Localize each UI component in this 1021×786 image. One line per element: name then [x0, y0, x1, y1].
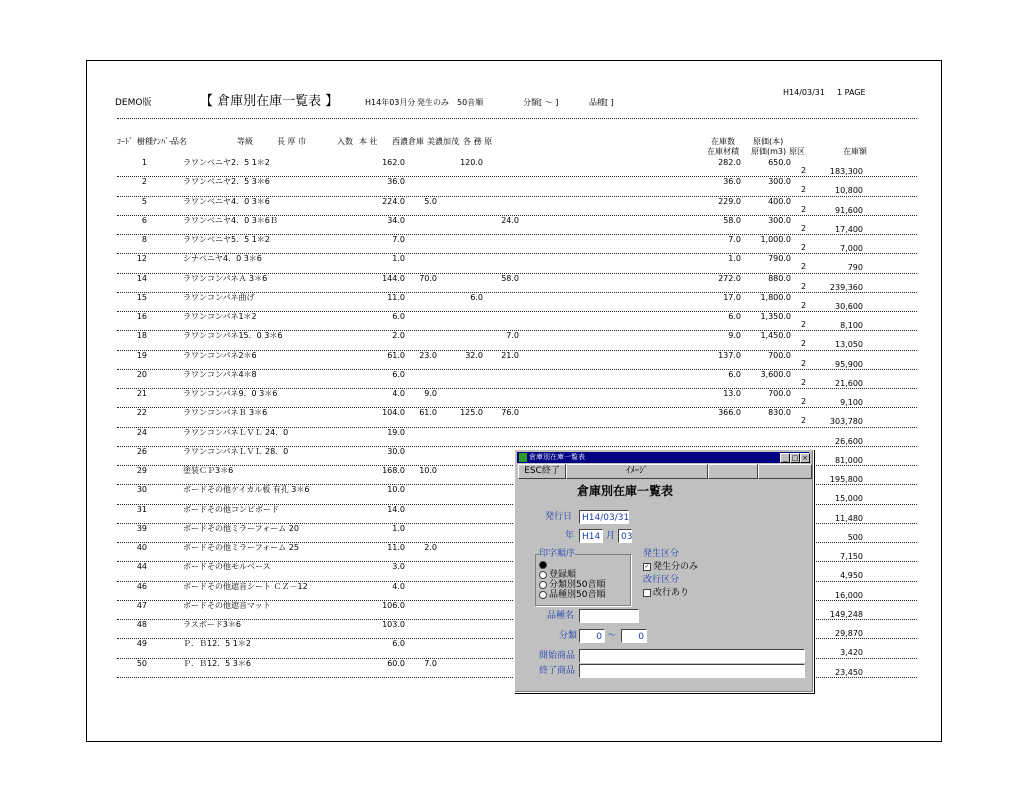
cell-name: ラワンベニヤ4．0 3＊6Ｂ — [183, 215, 278, 225]
col-stock-volume: 在庫材積 — [707, 147, 739, 156]
cell-name: ラワンベニヤ4．0 3＊6 — [183, 196, 270, 206]
cell-price: 830.0 — [768, 408, 791, 418]
cell-code: 8 — [141, 235, 147, 244]
col-grade: 等級 — [237, 137, 253, 146]
cell-name: ラスボード3＊6 — [183, 620, 241, 629]
cell-cls: 2 — [801, 320, 807, 329]
cell-cls: 2 — [801, 281, 807, 291]
cell-code: 30 — [136, 485, 147, 495]
toolbar-blank-button-2[interactable] — [758, 464, 812, 479]
cell-price: 1,350.0 — [760, 312, 791, 321]
cell-code: 15 — [136, 292, 147, 302]
col-stock-amount: 在庫額 — [843, 147, 867, 156]
cell-amount: 4,950 — [840, 571, 863, 581]
cell-code: 47 — [136, 600, 147, 610]
month-field[interactable]: 03 — [618, 529, 632, 543]
col-cost-class: 原区 — [789, 147, 805, 156]
cell-honsha: 144.0 — [382, 273, 405, 283]
cell-cls: 2 — [801, 339, 807, 349]
toolbar-blank-button[interactable] — [708, 464, 758, 479]
cell-price: 1,800.0 — [760, 292, 791, 302]
cell-amount: 29,870 — [835, 629, 863, 638]
cell-nishi: 61.0 — [419, 408, 437, 418]
cell-nishi: 2.0 — [424, 543, 437, 552]
cell-name: ラワンコンパネＬＶＬ 24．0 — [183, 427, 289, 437]
cell-stock: 1.0 — [728, 254, 741, 264]
class-range-sep: ～ — [607, 631, 617, 641]
cell-amount: 195,800 — [829, 475, 863, 484]
col-kind-no: 樹種ﾅﾝﾊﾞｰ — [137, 137, 173, 146]
cell-amount: 21,600 — [835, 378, 863, 388]
cell-honsha: 30.0 — [387, 446, 405, 456]
cell-price: 3,600.0 — [760, 369, 791, 379]
header-divider — [117, 118, 917, 119]
cell-name: ラワンコンパネ1＊2 — [183, 312, 257, 321]
cell-name: ボードその他ミラーフォーム 20 — [183, 523, 299, 533]
col-warehouse-biwa: 美濃加茂 — [427, 137, 459, 146]
cell-stock: 7.0 — [728, 235, 741, 244]
print-order-label: 印字順序 — [539, 549, 576, 559]
cell-name: ラワンコンパネ曲げ — [183, 292, 255, 302]
order-option-2-label: 登録順 — [549, 570, 577, 580]
end-product-field[interactable] — [579, 664, 805, 678]
cell-nishi: 9.0 — [424, 389, 437, 398]
cell-stock: 58.0 — [723, 215, 741, 225]
period-label: H14年03月分 — [365, 98, 416, 107]
cell-name: ラワンコンパネ15．0 3＊6 — [183, 331, 283, 341]
page-break-option-label: 改行あり — [653, 588, 690, 598]
cell-name: ラワンベニヤ2．5 3＊6 — [183, 177, 270, 187]
cell-amount: 239,360 — [829, 282, 863, 292]
cell-name: ボードその他コンビボード — [183, 504, 279, 514]
cell-name: ボードその他遮音シート ＣＺ－12 — [183, 581, 308, 591]
radio-icon — [539, 581, 547, 589]
page-number: 1 PAGE — [837, 88, 866, 97]
cell-name: ラワンベニヤ5．5 1＊2 — [183, 235, 270, 244]
cell-honsha: 6.0 — [392, 312, 405, 321]
cell-honsha: 103.0 — [382, 620, 405, 629]
col-code: ｺｰﾄﾞ — [117, 137, 133, 146]
cell-honsha: 36.0 — [387, 177, 405, 187]
preview-button[interactable]: ｲﾒｰｼﾞ — [566, 464, 708, 479]
cell-name: ボードその他ケイカル板 有孔 3＊6 — [183, 485, 310, 495]
cell-amount: 23,450 — [835, 667, 863, 677]
cell-name: Ｐ．Ｂ12．5 3＊6 — [183, 658, 251, 668]
report-title: 【 倉庫別在庫一覧表 】 — [200, 94, 339, 109]
cell-code: 40 — [136, 543, 147, 552]
cell-amount: 15,000 — [835, 494, 863, 504]
cell-cls: 2 — [801, 243, 807, 252]
radio-icon — [539, 591, 547, 599]
cell-code: 26 — [136, 446, 147, 456]
cell-price: 300.0 — [768, 177, 791, 187]
kind-name-field[interactable] — [579, 609, 639, 623]
cell-stock: 9.0 — [728, 331, 741, 341]
cell-amount: 790 — [847, 263, 863, 273]
cell-honsha: 6.0 — [392, 369, 405, 379]
cell-nishi: 10.0 — [419, 466, 437, 475]
cell-stock: 36.0 — [723, 177, 741, 187]
order-option-4[interactable] — [539, 590, 605, 601]
cell-honsha: 4.0 — [392, 581, 405, 591]
col-cost-piece: 原価(本) — [753, 137, 784, 146]
cell-code: 22 — [136, 408, 147, 418]
cell-code: 5 — [141, 196, 147, 206]
order-option-4-label: 品種別50音順 — [549, 590, 606, 600]
cell-biwa: 125.0 — [460, 408, 483, 418]
cell-cls: 2 — [801, 185, 807, 195]
cell-code: 24 — [136, 427, 147, 437]
cell-price: 700.0 — [768, 350, 791, 360]
cell-amount: 7,000 — [840, 244, 863, 253]
col-qty-in: 入数 — [337, 137, 353, 146]
edition-label: DEMO版 — [115, 98, 152, 108]
dialog-title: 倉庫別在庫一覧表 — [529, 453, 585, 461]
cell-name: ラワンコンパネ4＊8 — [183, 369, 257, 379]
exit-button[interactable]: ESC終了 — [518, 464, 566, 479]
cell-amount: 183,300 — [829, 167, 863, 176]
cell-code: 39 — [136, 523, 147, 533]
sort-label: 50音順 — [457, 98, 484, 107]
col-name: 品名 — [171, 137, 187, 146]
col-dims: 長 厚 巾 — [277, 137, 307, 146]
cell-kaku: 7.0 — [506, 331, 519, 341]
class-from-field[interactable]: 0 — [579, 629, 605, 643]
year-field[interactable]: H14 — [579, 529, 603, 543]
cell-cls: 2 — [801, 204, 807, 214]
category-range: 分類[ ～ ] — [523, 98, 559, 107]
col-warehouse-nishi: 西濃倉庫 — [392, 137, 424, 146]
app-icon — [519, 453, 527, 462]
cell-price: 300.0 — [768, 215, 791, 225]
cell-code: 48 — [136, 620, 147, 629]
cell-amount: 9,100 — [840, 398, 863, 407]
minimize-icon[interactable]: _ — [780, 453, 790, 463]
cell-cls: 2 — [801, 377, 807, 387]
cell-code: 2 — [141, 177, 147, 187]
cell-code: 44 — [136, 562, 147, 572]
cell-stock: 229.0 — [718, 196, 741, 206]
close-icon[interactable]: × — [800, 453, 810, 463]
cell-name: ボードその他ミラーフォーム 25 — [183, 543, 299, 552]
cell-code: 21 — [136, 389, 147, 398]
cell-price: 880.0 — [768, 273, 791, 283]
cell-nishi: 23.0 — [419, 350, 437, 360]
cell-name: ボードその他モルベース — [183, 562, 271, 572]
cell-amount: 10,800 — [835, 186, 863, 196]
cell-kaku: 76.0 — [501, 408, 519, 418]
cell-price: 1,450.0 — [760, 331, 791, 341]
cell-honsha: 224.0 — [382, 196, 405, 206]
dialog-titlebar[interactable] — [517, 452, 809, 463]
cell-price: 700.0 — [768, 389, 791, 398]
cell-honsha: 11.0 — [387, 543, 405, 552]
cell-honsha: 7.0 — [392, 235, 405, 244]
cell-cls: 2 — [801, 262, 807, 272]
cell-name: 塗装ＣＰ3＊6 — [183, 466, 234, 475]
cell-stock: 6.0 — [728, 312, 741, 321]
cell-stock: 6.0 — [728, 369, 741, 379]
cell-amount: 149,248 — [829, 609, 863, 619]
class-label: 分類 — [559, 631, 578, 641]
cell-code: 46 — [136, 581, 147, 591]
start-product-field[interactable] — [579, 649, 805, 663]
cell-amount: 26,600 — [835, 436, 863, 446]
cell-honsha: 4.0 — [392, 389, 405, 398]
cell-amount: 95,900 — [835, 359, 863, 369]
cell-amount: 30,600 — [835, 301, 863, 311]
radio-checked-icon — [539, 561, 547, 569]
checkbox-icon — [643, 589, 651, 597]
col-warehouse-main: 本 社 — [359, 137, 378, 146]
cell-amount: 500 — [847, 532, 863, 542]
issue-date-label: 発行日 — [545, 512, 573, 522]
start-product-label: 開始商品 — [539, 651, 576, 661]
cell-honsha: 11.0 — [387, 292, 405, 302]
cell-amount: 16,000 — [835, 590, 863, 600]
cell-name: ボードその他遮音マット — [183, 600, 271, 610]
cell-name: ラワンベニヤ2．5 1＊2 — [183, 158, 270, 167]
cell-stock: 13.0 — [723, 389, 741, 398]
cell-honsha: 10.0 — [387, 485, 405, 495]
cell-kaku: 21.0 — [501, 350, 519, 360]
cell-honsha: 162.0 — [382, 158, 405, 167]
cell-honsha: 1.0 — [392, 254, 405, 264]
col-cost-m3: 原価(m3) — [751, 147, 787, 156]
print-dialog — [514, 449, 814, 693]
cell-amount: 3,420 — [840, 648, 863, 658]
month-label: 月 — [606, 531, 616, 541]
cell-amount: 7,150 — [840, 552, 863, 561]
cell-biwa: 6.0 — [470, 292, 483, 302]
cell-code: 31 — [136, 504, 147, 514]
cell-amount: 303,780 — [829, 417, 863, 427]
class-to-field[interactable]: 0 — [621, 629, 647, 643]
radio-icon — [539, 571, 547, 579]
cell-cls: 2 — [801, 223, 807, 233]
maximize-icon[interactable]: □ — [791, 454, 799, 462]
report-date: H14/03/31 — [783, 88, 825, 97]
page-break-checkbox[interactable] — [643, 588, 689, 599]
dialog-heading: 倉庫別在庫一覧表 — [577, 484, 674, 498]
cell-stock: 137.0 — [718, 350, 741, 360]
cell-code: 19 — [136, 350, 147, 360]
cell-honsha: 106.0 — [382, 600, 405, 610]
cell-code: 12 — [136, 254, 147, 264]
cell-code: 1 — [141, 158, 147, 167]
item-range: 品種[ ] — [589, 98, 614, 107]
cell-amount: 91,600 — [835, 205, 863, 215]
occurrence-option-label: 発生分のみ — [653, 562, 699, 572]
cell-honsha: 34.0 — [387, 215, 405, 225]
cell-stock: 17.0 — [723, 292, 741, 302]
cell-cls: 2 — [801, 166, 807, 175]
filter-label: 発生のみ — [417, 98, 449, 107]
cell-amount: 81,000 — [835, 455, 863, 465]
cell-name: ラワンコンパネ9．0 3＊6 — [183, 389, 278, 398]
cell-kaku: 58.0 — [501, 273, 519, 283]
cell-price: 400.0 — [768, 196, 791, 206]
kind-name-label: 品種名 — [547, 611, 575, 621]
cell-name: ラワンコンパネＡ 3＊6 — [183, 273, 268, 283]
cell-amount: 17,400 — [835, 224, 863, 234]
cell-name: ラワンコンパネＢ 3＊6 — [183, 408, 268, 418]
cell-honsha: 19.0 — [387, 427, 405, 437]
cell-biwa: 120.0 — [460, 158, 483, 167]
cell-code: 50 — [136, 658, 147, 668]
cell-honsha: 1.0 — [392, 523, 405, 533]
cell-price: 790.0 — [768, 254, 791, 264]
cell-cls: 2 — [801, 416, 807, 426]
cell-amount: 13,050 — [835, 340, 863, 350]
occurrence-checkbox[interactable] — [643, 562, 698, 573]
cell-price: 650.0 — [768, 158, 791, 167]
cell-code: 6 — [141, 215, 147, 225]
cell-name: Ｐ．Ｂ12．5 1＊2 — [183, 639, 251, 649]
cell-cls: 2 — [801, 397, 807, 406]
cell-stock: 366.0 — [718, 408, 741, 418]
cell-honsha: 2.0 — [392, 331, 405, 341]
cell-amount: 8,100 — [840, 321, 863, 330]
end-product-label: 終了商品 — [539, 666, 576, 676]
cell-price: 1,000.0 — [760, 235, 791, 244]
cell-biwa: 32.0 — [465, 350, 483, 360]
cell-cls: 2 — [801, 300, 807, 310]
cell-code: 14 — [136, 273, 147, 283]
cell-kaku: 24.0 — [501, 215, 519, 225]
occurrence-label: 発生区分 — [643, 549, 680, 559]
col-warehouse-kaku: 各 務 原 — [463, 137, 493, 146]
cell-name: ラワンコンパネＬＶＬ 28．0 — [183, 446, 289, 456]
cell-honsha: 6.0 — [392, 639, 405, 649]
cell-honsha: 3.0 — [392, 562, 405, 572]
cell-code: 29 — [136, 466, 147, 475]
cell-nishi: 70.0 — [419, 273, 437, 283]
cell-code: 18 — [136, 331, 147, 341]
cell-code: 20 — [136, 369, 147, 379]
cell-honsha: 60.0 — [387, 658, 405, 668]
cell-stock: 272.0 — [718, 273, 741, 283]
cell-code: 49 — [136, 639, 147, 649]
cell-stock: 282.0 — [718, 158, 741, 167]
year-label: 年 — [565, 531, 575, 541]
dialog-toolbar — [518, 464, 810, 478]
col-stock-qty: 在庫数 — [711, 137, 735, 146]
cell-nishi: 5.0 — [424, 196, 437, 206]
cell-amount: 11,480 — [835, 513, 863, 523]
cell-cls: 2 — [801, 358, 807, 368]
cell-name: シナベニヤ4．0 3＊6 — [183, 254, 262, 264]
cell-honsha: 61.0 — [387, 350, 405, 360]
cell-honsha: 104.0 — [382, 408, 405, 418]
checkbox-checked-icon: ✓ — [644, 562, 650, 570]
page-break-label: 改行区分 — [643, 575, 680, 585]
cell-honsha: 168.0 — [382, 466, 405, 475]
order-option-3-label: 分類別50音順 — [549, 580, 606, 590]
cell-nishi: 7.0 — [424, 658, 437, 668]
cell-code: 16 — [136, 312, 147, 321]
issue-date-field[interactable]: H14/03/31 — [579, 510, 629, 524]
cell-honsha: 14.0 — [387, 504, 405, 514]
cell-name: ラワンコンパネ2＊6 — [183, 350, 257, 360]
